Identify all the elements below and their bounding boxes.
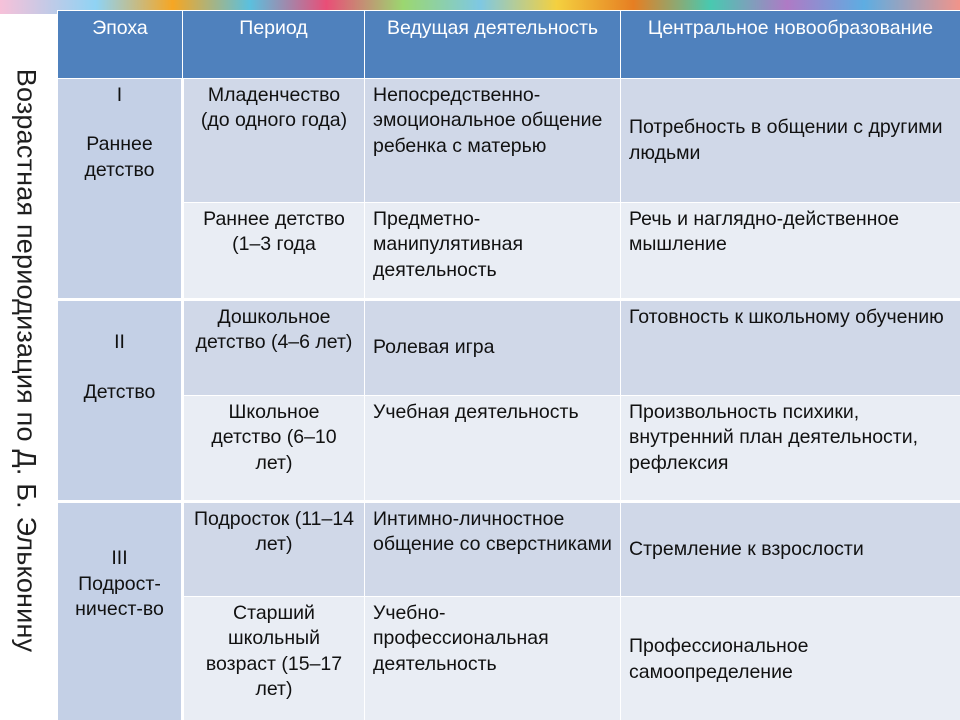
- activity-cell: Предметно-манипулятивная деятельность: [365, 203, 621, 300]
- era-cell: [58, 502, 183, 720]
- period-cell: Раннее детство (1–3 года: [183, 203, 365, 300]
- activity-cell: Ролевая игра: [365, 300, 621, 396]
- activity-cell: Учебная деятельность: [365, 396, 621, 502]
- era-name: Раннее детство: [84, 133, 155, 181]
- table-row: [58, 502, 960, 597]
- periodization-table: [57, 10, 960, 720]
- era-cell: [58, 79, 183, 300]
- table-row: [58, 597, 960, 720]
- neoformation-cell: Готовность к школьному обучению: [621, 300, 960, 396]
- era-number: II: [114, 331, 125, 354]
- neoformation-cell: Потребность в общении с другими людьми: [621, 79, 960, 203]
- header-era: Эпоха: [58, 11, 183, 79]
- period-cell: Школьное детство (6–10 лет): [183, 396, 365, 502]
- period-cell: Подросток (11–14 лет): [183, 502, 365, 597]
- period-cell: Дошкольное детство (4–6 лет): [183, 300, 365, 396]
- era-name: Подрост-ничест-во: [75, 572, 164, 621]
- table-row: [58, 203, 960, 300]
- period-cell: Старший школьный возраст (15–17 лет): [183, 597, 365, 720]
- neoformation-cell: Профессиональное самоопределение: [621, 597, 960, 720]
- side-title: Возрастная периодизация по Д. Б. Эльконину: [11, 68, 42, 652]
- activity-cell: Учебно-профессиональная деятельность: [365, 597, 621, 720]
- neoformation-cell: Стремление к взрослости: [621, 502, 960, 597]
- era-name: Детство: [83, 380, 156, 403]
- activity-cell: Непосредственно-эмоциональное общение ребенка с матерью: [365, 79, 621, 203]
- side-title-container: [0, 0, 52, 720]
- table-row: [58, 396, 960, 502]
- header-row: [58, 11, 960, 79]
- era-cell: [58, 300, 183, 502]
- table-row: [58, 300, 960, 396]
- era-number: I: [116, 84, 123, 106]
- table-row: [58, 79, 960, 203]
- activity-cell: Интимно-личностное общение со сверстниками: [365, 502, 621, 597]
- neoformation-cell: Произвольность психики, внутренний план деятельности, рефлексия: [621, 396, 960, 502]
- period-cell: Младенчество (до одного года): [183, 79, 365, 203]
- header-neoformation: Центральное новообразование: [621, 11, 960, 79]
- header-activity: Ведущая деятельность: [365, 11, 621, 79]
- era-number: III: [111, 547, 128, 570]
- header-period: Период: [183, 11, 365, 79]
- neoformation-cell: Речь и наглядно-действенное мышление: [621, 203, 960, 300]
